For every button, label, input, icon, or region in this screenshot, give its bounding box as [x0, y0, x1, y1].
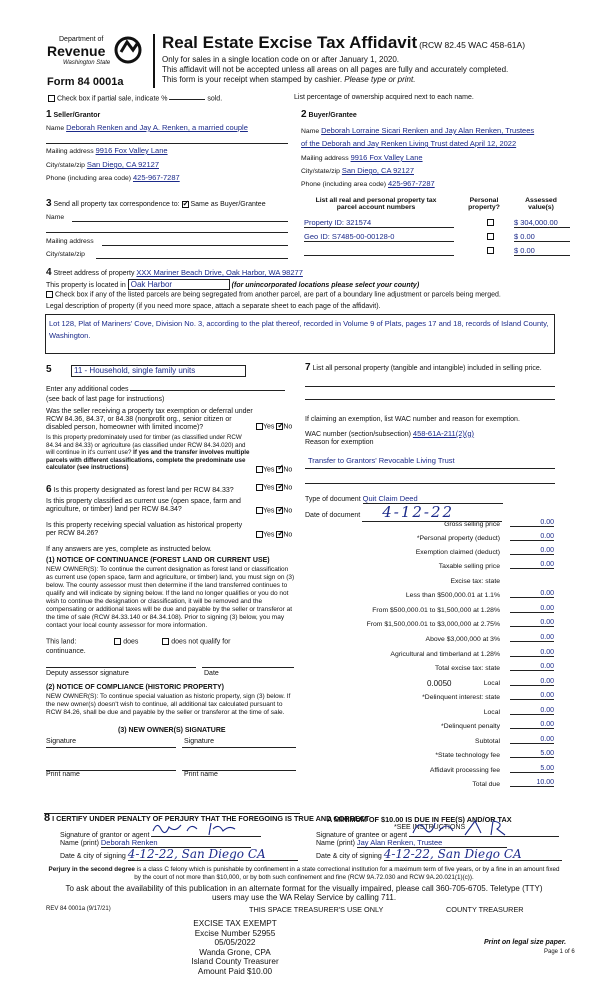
dor-logo	[45, 36, 145, 72]
current-use-yes-checkbox[interactable]	[256, 507, 263, 514]
reason-label: Reason for exemption	[305, 439, 374, 446]
reason-field[interactable]: Transfer to Grantors' Revocable Living Trust	[308, 456, 455, 465]
fee-row-label: Affidavit processing fee	[429, 767, 500, 774]
legal-description-field[interactable]: Lot 128, Plat of Mariners' Cove, Division No. 3, according to the plat thereof, recorded in Volume 9 of Plats, pages 17 and 18, records of Island County, Washington.	[45, 314, 555, 354]
historic-yes-checkbox[interactable]	[256, 531, 263, 538]
owner-print-name-label-2: Print name	[184, 771, 218, 778]
buyer-mailing-field[interactable]: 9916 Fox Valley Lane	[350, 153, 423, 162]
fee-row-label: Taxable selling price	[438, 563, 500, 570]
exemption-no-checkbox[interactable]	[276, 423, 283, 430]
parcel-row	[304, 246, 570, 258]
owner-signature-label: Signature	[46, 738, 76, 745]
fee-row-label: Total due	[472, 781, 500, 788]
certify-row: 8 I CERTIFY UNDER PENALTY OF PERJURY THAT THE FOREGOING IS TRUE AND CORRECT	[44, 812, 370, 824]
parcel-id-field[interactable]: Property ID: 321574	[304, 218, 454, 228]
exemption-note: If claiming an exemption, list WAC number and reason for exemption.	[305, 416, 520, 423]
seller-name-field[interactable]: Deborah Renken and Jay A. Renken, a married couple	[66, 123, 248, 132]
seller-phone-row: Phone (including area code) 425-967-7287	[46, 173, 180, 182]
grantor-signature-scribble	[151, 819, 251, 837]
seller-mailing-field[interactable]: 9916 Fox Valley Lane	[95, 146, 168, 155]
fee-row-label: *State technology fee	[435, 752, 500, 759]
timber-question: Is this property predominately used for timber (as classified under RCW 84.34 and 84.33) or agriculture (as classified under RCW 84.34.020) and will continue in it's current use? If yes and the transfer involves multiple parcels with different classifications, complete the predominate use calculator (see instructions) Yes ✓ No	[46, 434, 298, 472]
new-owner-signature-heading: (3) NEW OWNER(S) SIGNATURE	[118, 727, 226, 734]
treasurer-stamp: EXCISE TAX EXEMPT Excise Number 52955 05/05/2022 Wanda Grone, CPA Island County Treasurer Amount Paid $10.00	[191, 919, 279, 976]
timber-yes-checkbox[interactable]	[256, 466, 263, 473]
partial-sale-checkbox[interactable]	[48, 95, 55, 102]
doc-type-row: Type of document Quit Claim Deed	[305, 494, 503, 504]
header-line-1: Only for sales in a single location code on or after January 1, 2020.	[162, 55, 400, 64]
fee-row-label: Gross selling price	[444, 521, 500, 528]
fee-row-value[interactable]: 0.00	[510, 721, 554, 729]
perjury-notice: Perjury in the second degree is a class C felony which is punishable by confinement in a state correctional institution for a maximum term of five years, or by a fine in an amount fixed by the court of not more than $10,000, or by both such confinement and fine (RCW 9A.72.030 and RCW 9A.20.021(1)(c)).	[48, 866, 560, 881]
doc-date-field[interactable]: 4-12-22	[362, 503, 502, 522]
continuance-text: NEW OWNER(S): To continue the current designation as forest land or classification as current use (open space, farm and agriculture, or timber) land, you must sign on (3) below. The county assessor must then determine if the land transferred continues to qualify and will indicate by signing below. If the land no longer qualifies or you do not wish to continue the designation or classification, it will be removed and the compensating or additional taxes will be due and payable by the seller or transferor at the time of sale (RCW 84.33.140 or 84.34.108). Prior to signing (3) below, you may contact your local county assessor for more information.	[46, 566, 295, 629]
additional-codes-row: Enter any additional codes	[46, 386, 285, 393]
grantor-date-field[interactable]: 4-12-22, San Diego CA	[128, 849, 298, 861]
continuance-heading: (1) NOTICE OF CONTINUANCE (FOREST LAND OR CURRENT USE)	[46, 557, 270, 564]
alt-format-notice: To ask about the availability of this publication in an alternate format for the visually impaired, please call 360-705-6705. Teletype (TTY) users may use the WA Relay Service by calling 711.	[65, 884, 543, 902]
legal-description-label: Legal description of property (if you need more space, attach a separate sheet to each page of the affidavit).	[46, 303, 381, 310]
buyer-header: 2 Buyer/Grantee	[301, 109, 357, 120]
buyer-name-row: Name Deborah Lorraine Sicari Renken and Jay Alan Renken, Trustees	[301, 126, 535, 135]
wac-row: WAC number (section/subsection) 458-61A-211(2)(g)	[305, 429, 475, 438]
dept-label: Department of	[59, 36, 104, 43]
fee-row-label: From $1,500,000.01 to $3,000,000 at 2.75%	[366, 621, 500, 628]
deputy-date-label: Date	[204, 670, 219, 677]
fee-row-value[interactable]: 0.00	[510, 678, 554, 686]
personal-property-checkbox[interactable]	[487, 247, 494, 254]
grantor-date-row: Date & city of signing 4-12-22, San Diego CA	[60, 849, 298, 861]
page-title: Real Estate Excise Tax Affidavit (RCW 82.45 WAC 458-61A)	[162, 33, 526, 52]
seller-city-row: City/state/zip San Diego, CA 92127	[46, 160, 159, 169]
timber-no-checkbox[interactable]	[276, 466, 283, 473]
fee-row-value[interactable]: 5.00	[510, 765, 554, 773]
seller-mailing-row: Mailing address 9916 Fox Valley Lane	[46, 146, 168, 155]
historic-no-checkbox[interactable]	[276, 531, 283, 538]
deputy-signature-label: Deputy assessor signature	[46, 670, 129, 677]
see-instructions: *SEE INSTRUCTIONS	[394, 824, 466, 831]
parcel-id-field[interactable]	[304, 246, 454, 256]
fee-row-value[interactable]: 0.00	[510, 663, 554, 671]
qualify-row: This land: does does not qualify for	[46, 638, 231, 646]
exemption-question: Was the seller receiving a property tax exemption or deferral under RCW 84.36, 84.37, or 84.38 (nonprofit org., senior citizen or disabled person, homeowner with limited income)? Yes ✓ No	[46, 408, 298, 432]
fee-row-label: *Personal property (deduct)	[416, 535, 500, 542]
revision-number: REV 84 0001a (9/17/21)	[46, 906, 111, 912]
personal-property-header: Personal property?	[468, 197, 500, 211]
grantor-name-row: Name (print) Deborah Renken	[60, 838, 251, 848]
state-label: Washington State	[63, 60, 111, 66]
section-5-num: 5	[46, 364, 52, 375]
historic-question: Is this property receiving special valuation as historical property per RCW 84.26? Yes ✓ No	[46, 522, 298, 538]
location-select[interactable]: Oak Harbor	[128, 279, 230, 290]
personal-property-checkbox[interactable]	[487, 233, 494, 240]
seller-header: 1 Seller/Grantor	[46, 109, 101, 120]
fee-row-label: Agricultural and timberland at 1.28%	[390, 651, 500, 658]
assessed-value-field[interactable]: $ 304,000.00	[514, 218, 570, 228]
correspondence-mailing: Mailing address	[46, 238, 288, 245]
header-line-3: This form is your receipt when stamped by cashier. Please type or print.	[162, 75, 416, 84]
fee-row-value[interactable]: 0.00	[510, 649, 554, 657]
correspondence-name: Name	[46, 214, 288, 221]
grantee-name-field[interactable]: Jay Alan Renken, Trustee	[357, 838, 507, 848]
current-use-question: Is this property classified as current use (open space, farm and agriculture, or timber) land per RCW 84.34? Yes ✓ No	[46, 498, 298, 514]
buyer-city-field[interactable]: San Diego, CA 92127	[341, 166, 414, 175]
forest-no-checkbox[interactable]	[276, 484, 283, 491]
buyer-phone-field[interactable]: 425-967-7287	[387, 179, 435, 188]
grantee-date-row: Date & city of signing 4-12-22, San Diego CA	[316, 849, 562, 861]
seller-name-row: Name Deborah Renken and Jay A. Renken, a married couple	[46, 123, 248, 132]
fee-row-label: Excise tax: state	[450, 578, 500, 585]
grantor-name-field[interactable]: Deborah Renken	[101, 838, 251, 848]
parcel-row	[304, 232, 570, 244]
fee-row-label: Above $3,000,000 at 3%	[425, 636, 500, 643]
fee-row-value[interactable]: 0.00	[510, 519, 554, 527]
county-treasurer-label: COUNTY TREASURER	[446, 905, 524, 914]
compliance-heading: (2) NOTICE OF COMPLIANCE (HISTORIC PROPERTY)	[46, 684, 224, 691]
fee-row-value[interactable]: 0.00	[510, 605, 554, 613]
buyer-phone-row: Phone (including area code) 425-967-7287	[301, 179, 435, 188]
buyer-name-field[interactable]: Deborah Lorraine Sicari Renken and Jay Alan Renken, Trustees	[321, 126, 535, 135]
fee-row-value[interactable]: 0.00	[510, 547, 554, 555]
parcel-header: List all real and personal property tax parcel account numbers	[315, 197, 437, 211]
header-line-2: This affidavit will not be accepted unless all areas on all pages are fully and accurately completed.	[162, 65, 509, 74]
fee-row-label: *Delinquent penalty	[441, 723, 500, 730]
parcel-id-field[interactable]: Geo ID: S7485-00-00128-0	[304, 232, 454, 242]
grantee-signature-scribble	[409, 817, 549, 839]
forest-yes-checkbox[interactable]	[256, 484, 263, 491]
compliance-text: NEW OWNER(S): To continue special valuation as historic property, sign (3) below. If the new owner(s) doesn't wish to continue, all additional tax calculated pursuant to RCW 84.26, shall be due and payable by the seller or transferor at the time of sale.	[46, 693, 291, 716]
owner-signature-label-2: Signature	[184, 738, 214, 745]
fee-row-value[interactable]: 5.00	[510, 750, 554, 758]
fee-row-label: Total excise tax: state	[435, 665, 500, 672]
buyer-mailing-row: Mailing address 9916 Fox Valley Lane	[301, 153, 423, 162]
list-percentage-note: List percentage of ownership acquired next to each name.	[294, 94, 474, 101]
yes-note: If any answers are yes, complete as instructed below.	[46, 546, 212, 553]
washington-logo-icon	[113, 36, 143, 64]
fee-row-label: Local	[483, 709, 500, 716]
fee-row-label: From $500,000.01 to $1,500,000 at 1.28%	[372, 607, 500, 614]
segregated-checkbox[interactable]	[46, 291, 53, 298]
fee-row-value[interactable]: 0.00	[510, 590, 554, 598]
fee-row-label: *Delinquent interest: state	[422, 694, 500, 701]
segregated-row: Check box if any of the listed parcels are being segregated from another parcel, are part of a boundary line adjustment or parcels being merged.	[46, 291, 501, 298]
current-use-no-checkbox[interactable]	[276, 507, 283, 514]
minimum-note: A MINIMUM OF $10.00 IS DUE IN FEE(S) AND/OR TAX	[327, 815, 512, 824]
buyer-name-field-2[interactable]: of the Deborah and Jay Renken Living Trust dated April 12, 2022	[301, 139, 517, 148]
grantor-signature-row: Signature of grantor or agent	[60, 827, 261, 839]
exemption-yes-checkbox[interactable]	[256, 423, 263, 430]
local-rate: 0.0050	[427, 679, 452, 688]
land-use-select[interactable]: 11 - Household, single family units	[71, 365, 246, 377]
fee-row-label: Local	[483, 680, 500, 687]
buyer-city-row: City/state/zip San Diego, CA 92127	[301, 166, 414, 175]
correspondence-row: 3 Send all property tax correspondence to: ✓ Same as Buyer/Grantee	[46, 198, 266, 209]
personal-property-checkbox[interactable]	[487, 219, 494, 226]
page-number: Page 1 of 6	[544, 949, 575, 955]
fee-row-label: Less than $500,000.01 at 1.1%	[405, 592, 500, 599]
owner-print-name-label: Print name	[46, 771, 80, 778]
forest-question: 6 Is this property designated as forest land per RCW 84.33? Yes ✓ No	[46, 484, 298, 495]
fee-row-value[interactable]: 0.00	[510, 533, 554, 541]
fee-row-value[interactable]: 10.00	[510, 779, 554, 787]
treasurer-only-label: THIS SPACE TREASURER'S USE ONLY	[249, 905, 384, 914]
doc-date-row: Date of document 4-12-22	[305, 503, 502, 522]
same-as-buyer-checkbox[interactable]	[182, 201, 189, 208]
see-back-note: (see back of last page for instructions)	[46, 396, 165, 403]
fee-row-value[interactable]: 0.00	[510, 736, 554, 744]
fee-row-value[interactable]: 0.00	[510, 619, 554, 627]
legal-paper-note: Print on legal size paper.	[484, 939, 567, 946]
assessed-value-field[interactable]: $ 0.00	[514, 232, 570, 242]
partial-sale-row: Check box if partial sale, indicate % sold.	[48, 95, 222, 102]
fee-row-value[interactable]: 0.00	[510, 561, 554, 569]
grantee-signature-row: Signature of grantee or agent	[316, 827, 559, 839]
grantor-signature[interactable]	[151, 827, 261, 837]
seller-phone-field[interactable]: 425-967-7287	[132, 173, 180, 182]
personal-property-row: 7 List all personal property (tangible and intangible) included in selling price.	[305, 362, 542, 373]
fee-row-value[interactable]: 0.00	[510, 634, 554, 642]
location-row: This property is located in Oak Harbor (for unincorporated locations please select your county)	[46, 280, 420, 289]
revenue-label: Revenue	[47, 43, 106, 59]
fee-row-label: Exemption claimed (deduct)	[415, 549, 500, 556]
assessed-value-header: Assessed value(s)	[525, 197, 557, 211]
street-address-field[interactable]: XXX Mariner Beach Drive, Oak Harbor, WA 98277	[136, 268, 303, 277]
form-number: Form 84 0001a	[47, 76, 124, 88]
does-qualify-checkbox[interactable]	[114, 638, 121, 645]
header-divider	[153, 34, 155, 88]
fee-row-value[interactable]: 0.00	[510, 707, 554, 715]
doc-type-field[interactable]: Quit Claim Deed	[363, 494, 503, 504]
parcel-row	[304, 218, 570, 230]
grantee-signature[interactable]	[409, 827, 559, 837]
fee-row-label: Subtotal	[475, 738, 500, 745]
correspondence-city: City/state/zip	[46, 251, 288, 258]
grantee-date-field[interactable]: 4-12-22, San Diego CA	[384, 849, 562, 861]
street-address-row: 4 Street address of property XXX Mariner Beach Drive, Oak Harbor, WA 98277	[46, 267, 303, 278]
wac-number-field[interactable]: 458-61A-211(2)(g)	[412, 429, 475, 438]
fee-row-value[interactable]: 0.00	[510, 692, 554, 700]
grantee-name-row: Name (print) Jay Alan Renken, Trustee	[316, 838, 507, 848]
seller-city-field[interactable]: San Diego, CA 92127	[86, 160, 159, 169]
assessed-value-field[interactable]: $ 0.00	[514, 246, 570, 256]
does-not-qualify-checkbox[interactable]	[162, 638, 169, 645]
continuance-label: continuance.	[46, 648, 86, 655]
